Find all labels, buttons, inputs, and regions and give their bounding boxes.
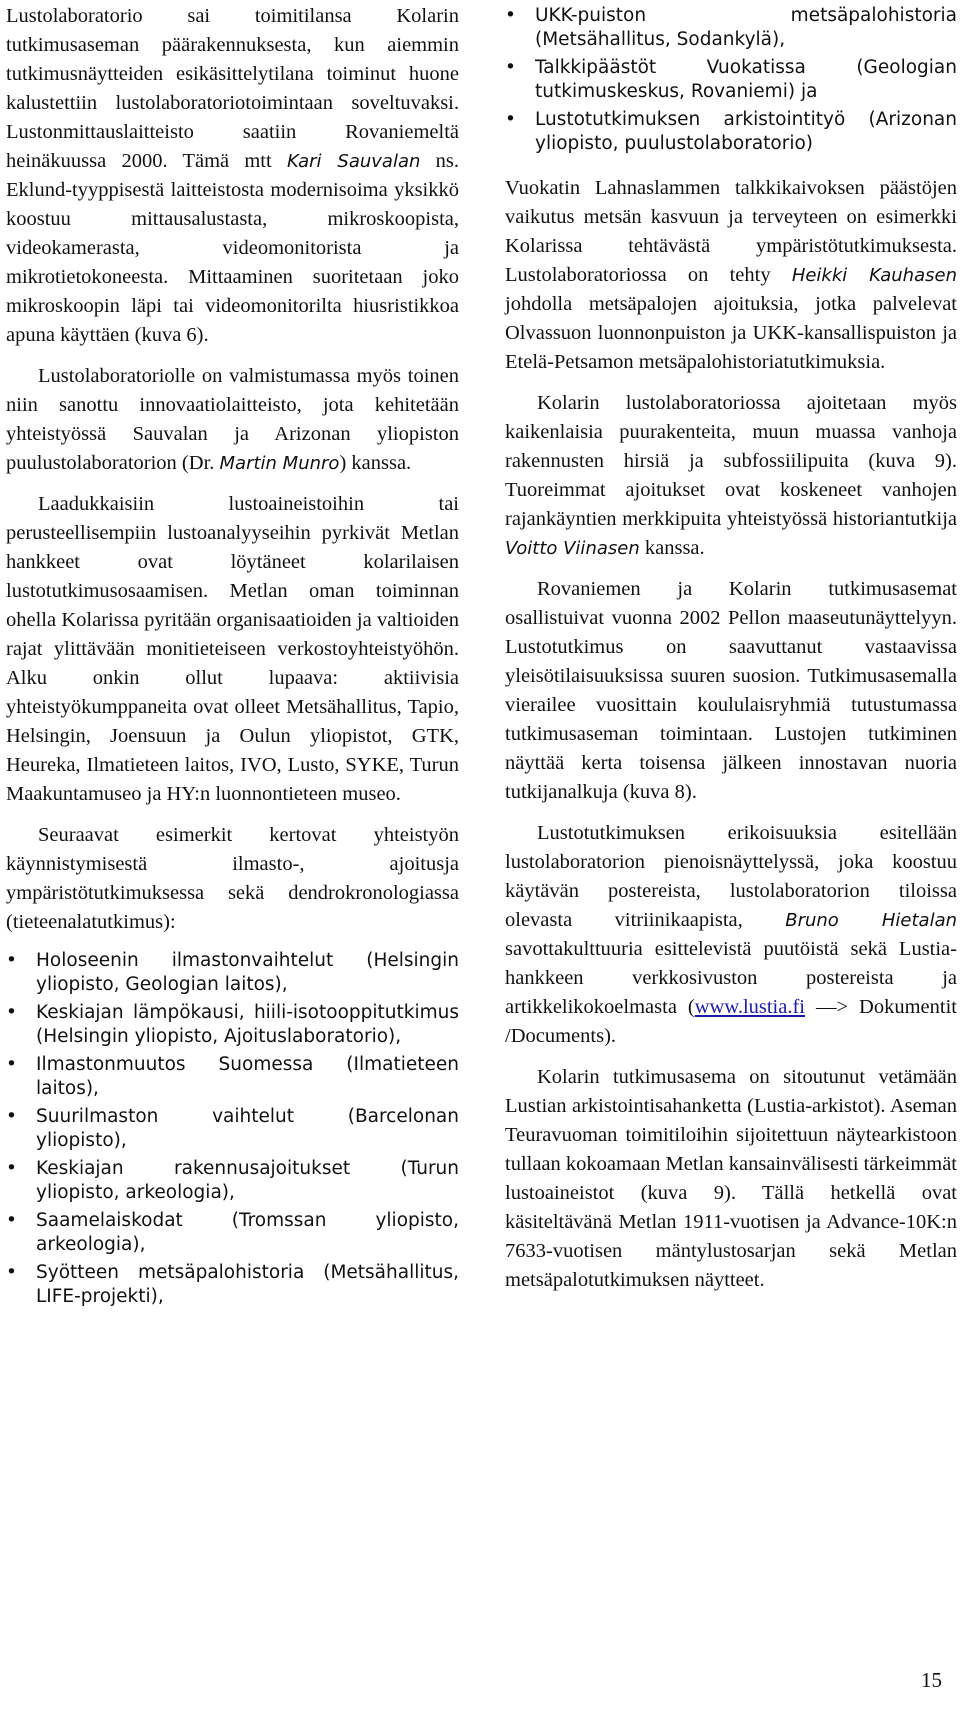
bullet-icon: •: [6, 1106, 17, 1127]
lustia-link[interactable]: www.lustia.fi: [694, 996, 806, 1018]
bullet-list: [505, 4, 957, 156]
bullet-icon: •: [505, 109, 516, 130]
bullet-icon: •: [6, 1158, 17, 1179]
paragraph: Lustolaboratoriolle on valmistumassa myös toinen niin sanottu innovaatiolaitteisto, jota kehitetään yhteistyössä Sauvalan ja Arizonan yliopiston puulustolaboratorion (Dr. Martin Munro) kanssa.: [6, 365, 459, 474]
list-item: • Holoseenin ilmastonvaihtelut (Helsingin yliopisto, Geologian laitos),: [6, 950, 459, 995]
person-name: Voitto Viinasen: [505, 538, 640, 559]
list-item: • Lustotutkimuksen arkistointityö (Arizonan yliopisto, puulustolaboratorio): [505, 109, 957, 154]
paragraph: Seuraavat esimerkit kertovat yhteistyön käynnistymisestä ilmasto-, ajoitusja ympäristötutkimuksessa sekä dendrokronologiassa (tieteenalatutkimus):: [6, 824, 459, 933]
paragraph: Rovaniemen ja Kolarin tutkimusasemat osallistuivat vuonna 2002 Pellon maaseutunäyttelyyn. Lustotutkimus on saavuttanut vastaavissa yleisötilaisuuksissa suuren suosion. Tutkimusasemalla vierailee vuosittain koululaisryhmiä tutustumassa tutkimusaseman toimintaan. Lustojen tutkiminen näyttää kerta toisensa jälkeen innostavan nuoria tutkijanalkuja (kuva 8).: [505, 578, 957, 803]
bullet-icon: •: [6, 1002, 17, 1023]
list-item: • Saamelaiskodat (Tromssan yliopisto, arkeologia),: [6, 1210, 459, 1255]
paragraph: Lustotutkimuksen erikoisuuksia esitellään lustolaboratorion pienoisnäyttelyssä, joka koostuu käytävän postereista, lustolaboratorion tiloissa olevasta vitriinikaapista, Bruno Hietalan savottakulttuuria esittelevistä puutöistä sekä Lustia-hankkeen verkkosivuston postereista ja artikkelikokoelmasta (www.lustia.fi —> Dokumentit /Documents).: [505, 822, 958, 1047]
bullet-icon: •: [505, 57, 516, 78]
paragraph: Vuokatin Lahnaslammen talkkikaivoksen päästöjen vaikutus metsän kasvuun ja terveyteen on esimerkki Kolarissa tehtävästä ympäristötutkimuksesta. Lustolaboratoriossa on tehty Heikki Kauhasen johdolla metsäpalojen ajoituksia, jotka palvelevat Olvassuon luonnonpuiston ja UKK-kansallispuiston ja Etelä-Petsamon metsäpalohistoriatutkimuksia.: [505, 177, 957, 373]
paragraph: Laadukkaisiin lustoaineistoihin tai perusteellisempiin lustoanalyyseihin pyrkivät Metlan hankkeet ovat löytäneet kolarilaisen lustotutkimusosaamisen. Metlan oman toiminnan ohella Kolarissa pyritään organisaatioiden ja valtioiden rajat ylittävään monitieteiseen verkostoyhteistyöhön. Alku onkin ollut lupaava: aktiivisia yhteistyökumppaneita ovat olleet Metsähallitus, Tapio, Helsingin, Joensuun ja Oulun yliopistot, GTK, Heureka, Ilmatieteen laitos, IVO, Lusto, SYKE, Turun Maakuntamuseo ja HY:n luonnontieteen museo.: [6, 493, 459, 805]
list-item: • Talkkipäästöt Vuokatissa (Geologian tutkimuskeskus, Rovaniemi) ja: [505, 57, 957, 102]
bullet-list: [6, 949, 459, 1309]
paragraph: Kolarin tutkimusasema on sitoutunut vetämään Lustian arkistointisahanketta (Lustia-arkistot). Aseman Teuravuoman toimitiloihin sijoitettuun näytearkistoon tullaan kokoamaan Metlan kansainvälisesti tärkeimmät lustoaineistot (kuva 9). Tällä hetkellä ovat käsiteltävänä Metlan 1911-vuotisen ja Advance-10K:n 7633-vuotisen mäntylustosarjan sekä Metlan metsäpalotutkimuksen näytteet.: [505, 1066, 958, 1291]
list-item: • UKK-puiston metsäpalohistoria (Metsähallitus, Sodankylä),: [505, 5, 957, 50]
paragraph: Lustolaboratorio sai toimitilansa Kolarin tutkimusaseman päärakennuksesta, kun aiemmin tutkimusnäytteiden esikäsittelytilana toiminut huone kalustettiin lustolaboratoriotoimintaan soveltuvaksi. Lustonmittauslaitteisto saatiin Rovaniemeltä heinäkuussa 2000. Tämä mtt Kari Sauvalan ns. Eklund-tyyppisestä laitteistosta modernisoima yksikkö koostuu mittausalustasta, mikroskoopista, videokamerasta, videomonitorista ja mikrotietokoneesta. Mittaaminen suoritetaan joko mikroskoopin läpi tai videomonitorilta hiusristikkoa apuna käyttäen (kuva 6).: [6, 5, 459, 346]
page-number: 15: [921, 1668, 942, 1692]
left-column: [6, 2, 459, 1327]
list-item: • Suurilmaston vaihtelut (Barcelonan yliopisto),: [6, 1106, 459, 1151]
list-item: • Keskiajan rakennusajoitukset (Turun yliopisto, arkeologia),: [6, 1158, 459, 1203]
bullet-icon: •: [6, 1210, 17, 1231]
bullet-icon: •: [505, 5, 516, 26]
list-item: • Syötteen metsäpalohistoria (Metsähallitus, LIFE-projekti),: [6, 1262, 459, 1307]
person-name: Kari Sauvalan: [286, 151, 421, 172]
bullet-icon: •: [6, 1054, 17, 1075]
person-name: Martin Munro: [219, 453, 340, 474]
bullet-icon: •: [6, 1262, 17, 1283]
list-item: • Ilmastonmuutos Suomessa (Ilmatieteen laitos),: [6, 1054, 459, 1099]
list-item: • Keskiajan lämpökausi, hiili-isotooppitutkimus (Helsingin yliopisto, Ajoituslaboratorio),: [6, 1002, 459, 1047]
person-name: Bruno Hietalan: [785, 910, 958, 931]
person-name: Heikki Kauhasen: [791, 265, 957, 286]
bullet-icon: •: [6, 950, 17, 971]
paragraph: Kolarin lustolaboratoriossa ajoitetaan myös kaikenlaisia puurakenteita, muun muassa vanhoja rakennusten hirsiä ja subfossiilipuita (kuva 9). Tuoreimmat ajoitukset ovat koskeneet vanhojen rajankäyntien merkkipuita yhteistyössä historiantutkija Voitto Viinasen kanssa.: [505, 392, 957, 559]
right-column: [505, 2, 957, 1307]
